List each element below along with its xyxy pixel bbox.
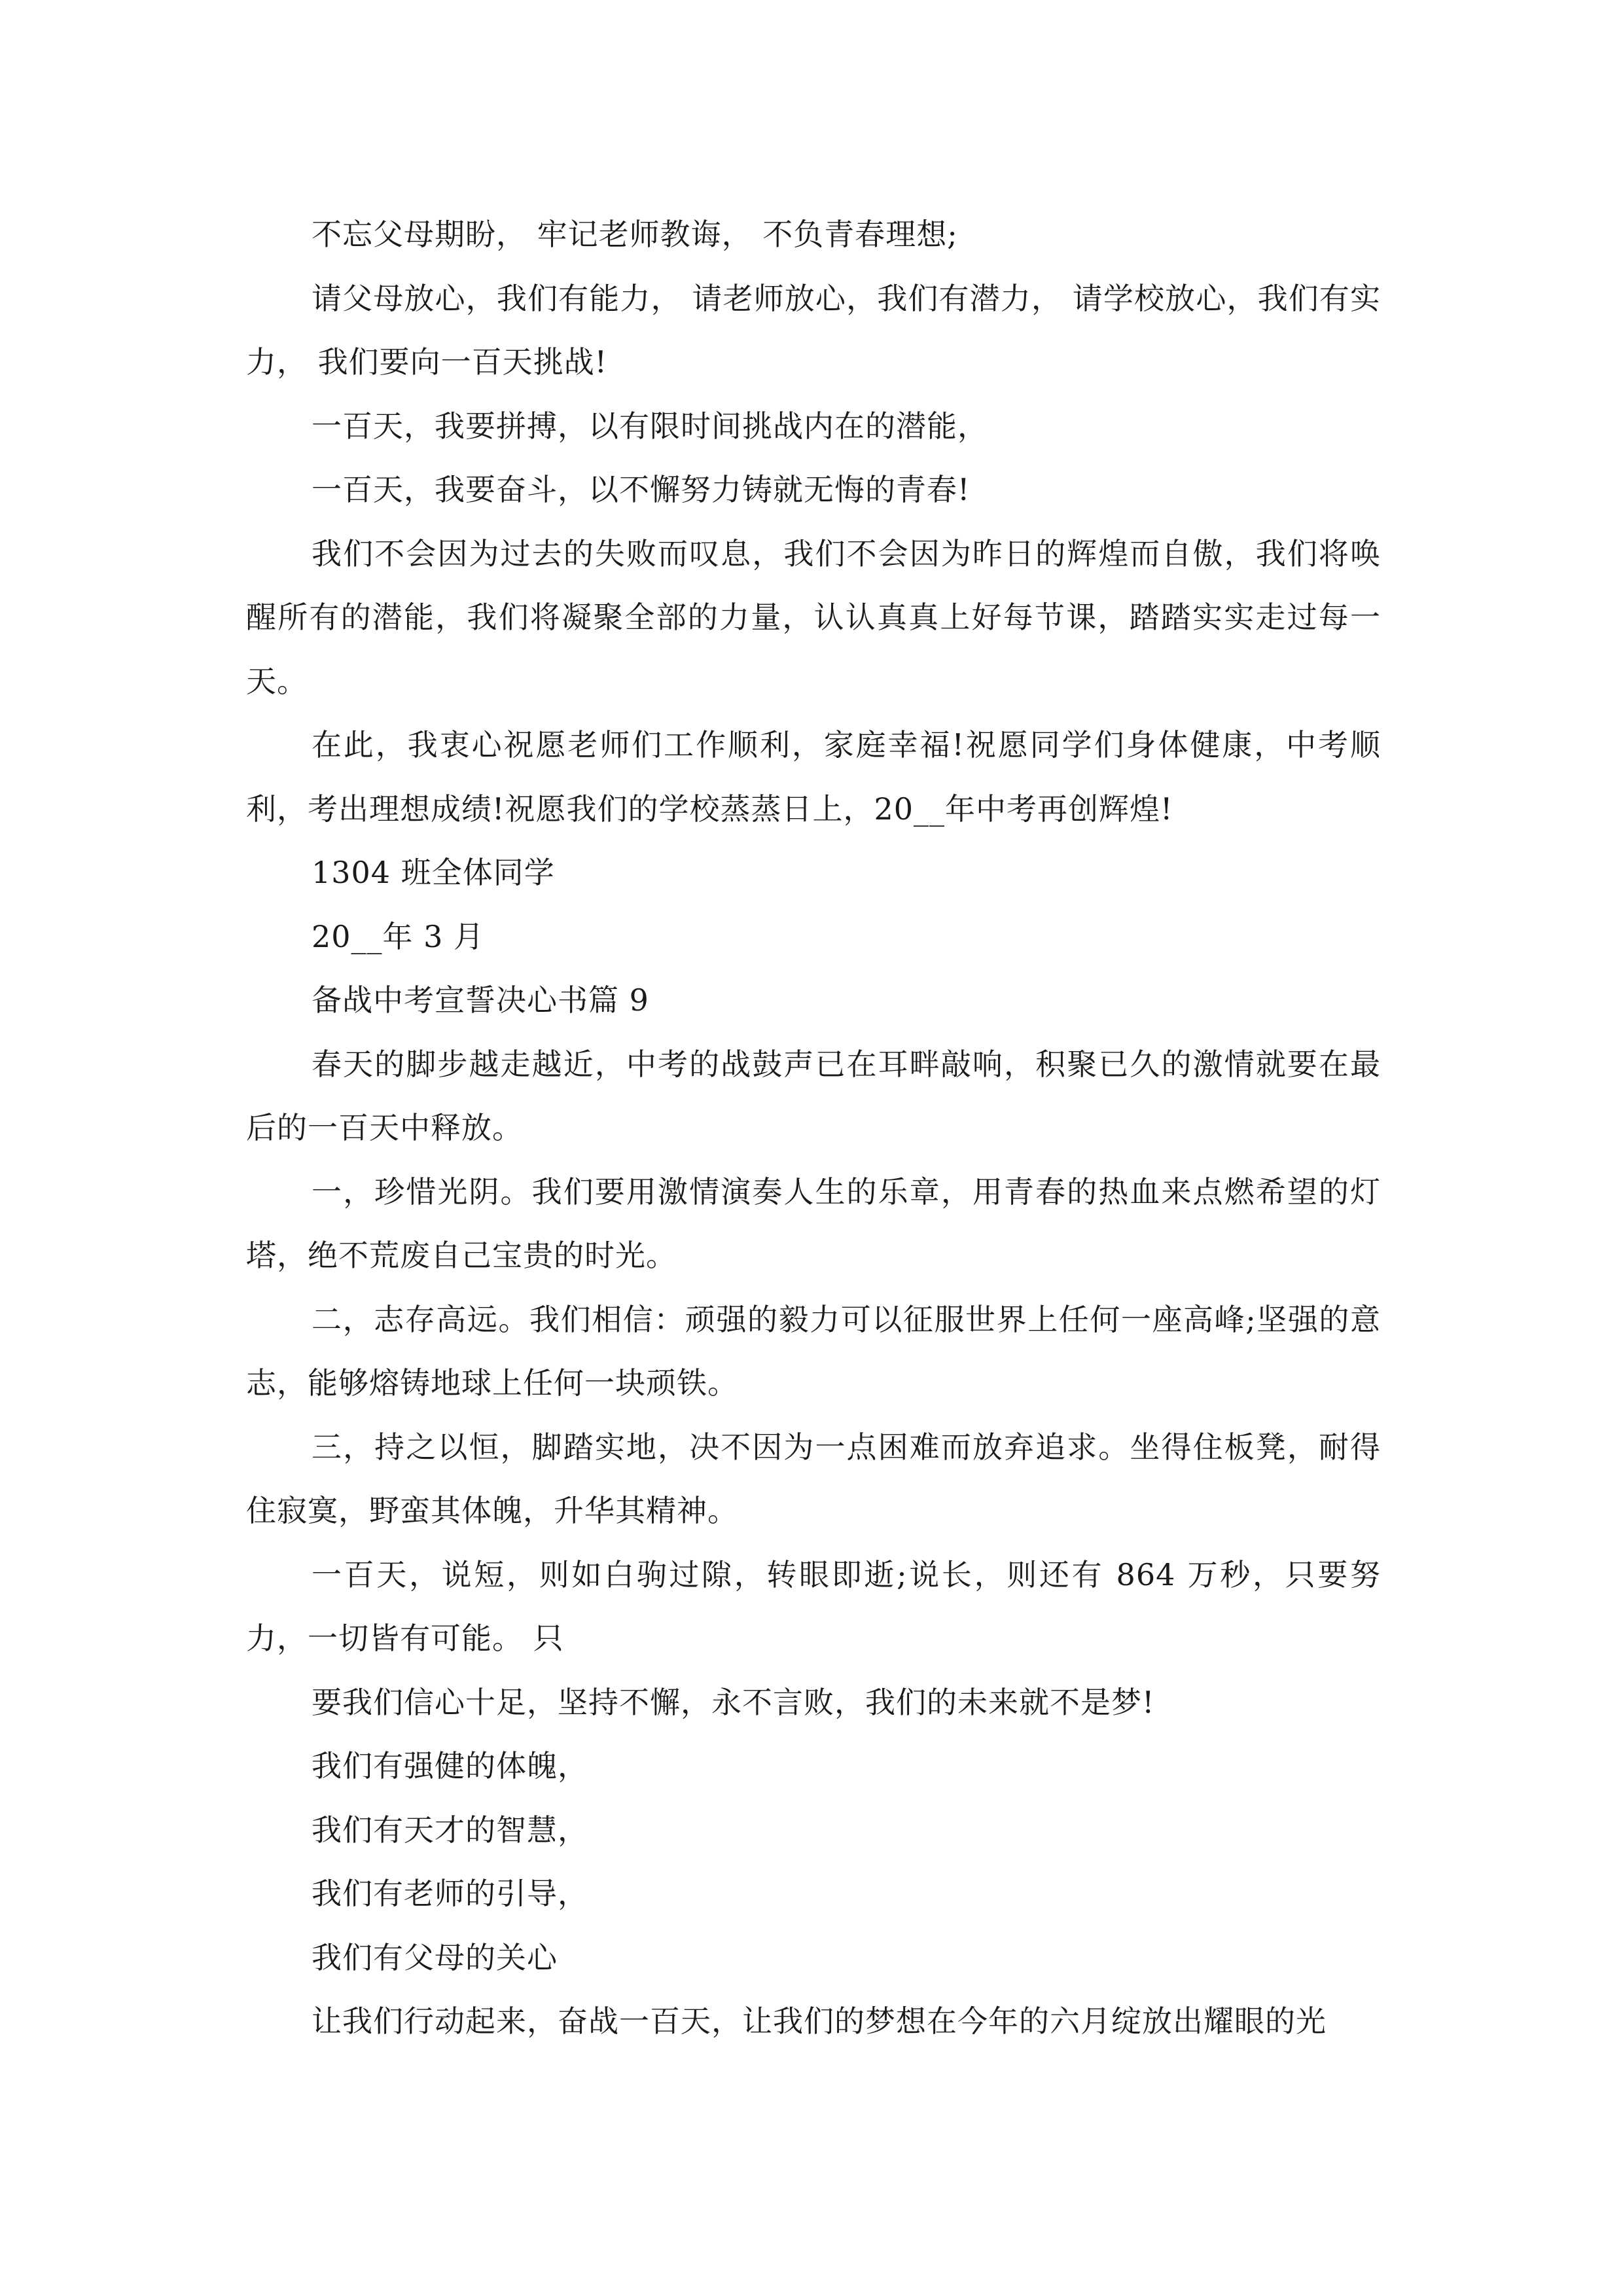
paragraph-point-two: 二，志存高远。我们相信：顽强的毅力可以征服世界上任何一座高峰;坚强的意志，能够熔铸地球上任何一块顽铁。 — [246, 1301, 1381, 1401]
paragraph-confidence: 要我们信心十足，坚持不懈，永不言败，我们的未来就不是梦! — [312, 1684, 1155, 1720]
paragraph-hundred-days-strive: 一百天，我要拼搏，以有限时间挑战内在的潜能， — [312, 408, 988, 444]
paragraph-point-one: 一，珍惜光阴。我们要用激情演奏人生的乐章，用青春的热血来点燃希望的灯塔，绝不荒废自己宝贵的时光。 — [246, 1174, 1381, 1273]
paragraph-no-regret-past: 我们不会因为过去的失败而叹息，我们不会因为昨日的辉煌而自傲，我们将唤醒所有的潜能，我们将凝聚全部的力量，认认真真上好每节课，踏踏实实走过每一天。 — [246, 535, 1381, 699]
paragraph-point-three: 三，持之以恒，脚踏实地，决不因为一点困难而放弃追求。坐得住板凳，耐得住寂寞，野蛮其体魄，升华其精神。 — [246, 1429, 1381, 1528]
section-heading: 备战中考宣誓决心书篇 9 — [312, 982, 649, 1018]
signature-class: 1304 班全体同学 — [312, 855, 555, 890]
paragraph-take-action: 让我们行动起来，奋战一百天，让我们的梦想在今年的六月绽放出耀眼的光 — [312, 2003, 1327, 2039]
paragraph-blessings: 在此，我衷心祝愿老师们工作顺利，家庭幸福!祝愿同学们身体健康，中考顺利，考出理想成绩!祝愿我们的学校蒸蒸日上，20__年中考再创辉煌! — [246, 727, 1381, 827]
signature-date: 20__年 3 月 — [312, 918, 485, 954]
paragraph-reassure-parents: 请父母放心，我们有能力， 请老师放心，我们有潜力， 请学校放心，我们有实力， 我们要向一百天挑战! — [246, 280, 1381, 380]
paragraph-spring-approaching: 春天的脚步越走越近，中考的战鼓声已在耳畔敲响，积聚已久的激情就要在最后的一百天中释放。 — [246, 1046, 1381, 1145]
line-strong-body: 我们有强健的体魄， — [312, 1748, 588, 1784]
paragraph-hundred-days-short-long: 一百天，说短，则如白驹过隙，转眼即逝;说长，则还有 864 万秒，只要努力，一切皆有可能。 只 — [246, 1556, 1381, 1656]
paragraph-hundred-days-struggle: 一百天，我要奋斗，以不懈努力铸就无悔的青春! — [312, 472, 971, 507]
document-body — [246, 203, 1381, 2054]
paragraph-pledge-parents-teachers: 不忘父母期盼， 牢记老师教诲， 不负青春理想; — [312, 217, 958, 252]
line-talent-wisdom: 我们有天才的智慧， — [312, 1812, 588, 1848]
line-teacher-guidance: 我们有老师的引导， — [312, 1876, 588, 1911]
line-parent-care: 我们有父母的关心 — [312, 1939, 558, 1975]
